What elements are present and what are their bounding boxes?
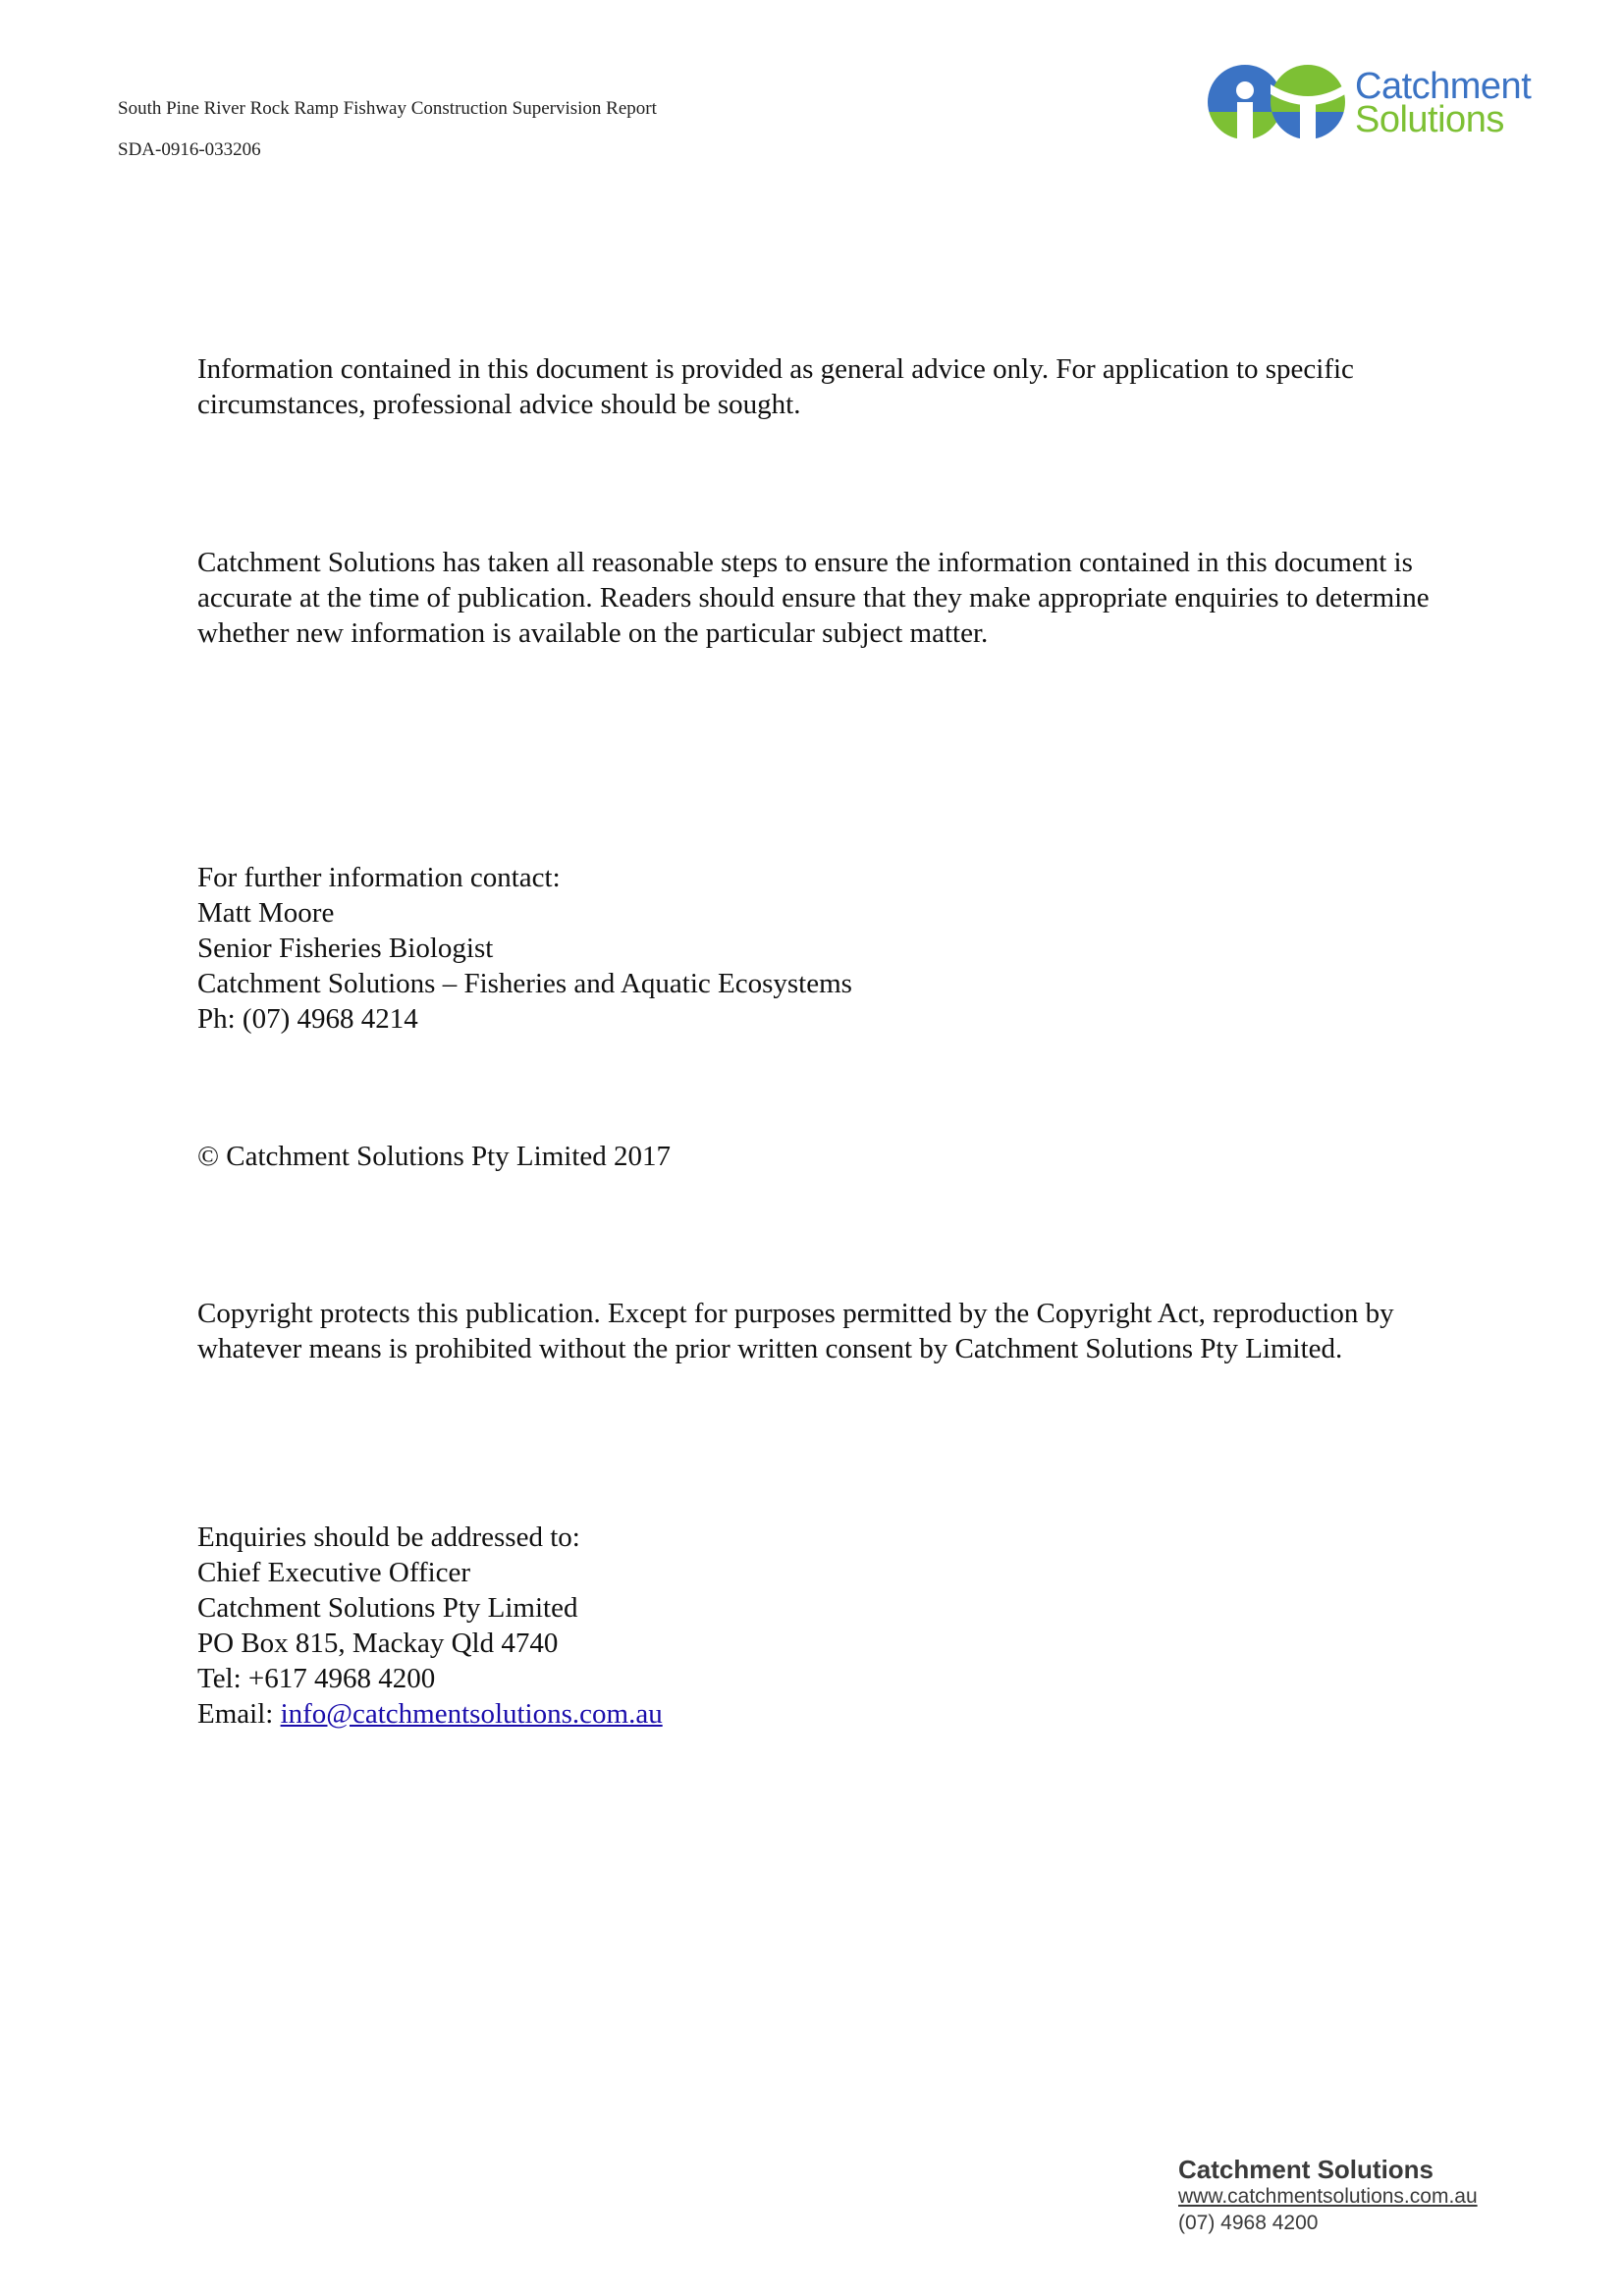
enquiries-block [197,1520,1474,1732]
email-link[interactable]: info@catchmentsolutions.com.au [280,1698,663,1730]
report-title: South Pine River Rock Ramp Fishway Construction Supervision Report [118,98,657,119]
report-code: SDA-0916-033206 [118,139,261,160]
enquiries-email-line [197,1696,1474,1732]
enquiries-heading: Enquiries should be addressed to: [197,1522,580,1553]
footer-website-link[interactable]: www.catchmentsolutions.com.au [1178,2185,1478,2208]
contact-organisation: Catchment Solutions – Fisheries and Aquatic Ecosystems [197,968,852,999]
contact-name: Matt Moore [197,897,335,929]
email-label: Email: [197,1698,281,1730]
disclaimer-general-text: Information contained in this document is provided as general advice only. For application to specific circumstances, professional advice should be sought. [197,353,1354,420]
catchment-solutions-logo-icon [1206,61,1353,149]
enquiries-organisation: Catchment Solutions Pty Limited [197,1592,578,1624]
footer-company-name: Catchment Solutions [1178,2155,1434,2184]
contact-phone: Ph: (07) 4968 4214 [197,1003,418,1035]
disclaimer-accuracy-text: Catchment Solutions has taken all reasonable steps to ensure the information contained in this document is accurate at the time of publication. Readers should ensure that they make appropriate enquiries to determine whether new information is available on the particular subject matter. [197,547,1430,649]
logo-text-catchment: Catchment [1355,66,1532,107]
copyright-notice: © Catchment Solutions Pty Limited 2017 [197,1141,671,1172]
contact-role: Senior Fisheries Biologist [197,933,494,964]
page-footer [1178,2155,1478,2237]
copyright-text-block [197,1296,1474,1366]
copyright-text: Copyright protects this publication. Except for purposes permitted by the Copyright Act, reproduction by whatever means is prohibited without the prior written consent by Catchment Solutions Pty Limited. [197,1298,1394,1364]
disclaimer-general [197,351,1474,422]
logo-text-solutions: Solutions [1355,99,1504,140]
contact-block [197,860,1474,1037]
enquiries-address: PO Box 815, Mackay Qld 4740 [197,1628,559,1659]
enquiries-tel: Tel: +617 4968 4200 [197,1663,436,1694]
disclaimer-accuracy [197,545,1474,651]
company-logo [1206,61,1559,149]
enquiries-recipient: Chief Executive Officer [197,1557,471,1588]
contact-heading: For further information contact: [197,862,561,893]
footer-phone: (07) 4968 4200 [1178,2212,1319,2234]
copyright-notice-block [197,1139,1474,1174]
